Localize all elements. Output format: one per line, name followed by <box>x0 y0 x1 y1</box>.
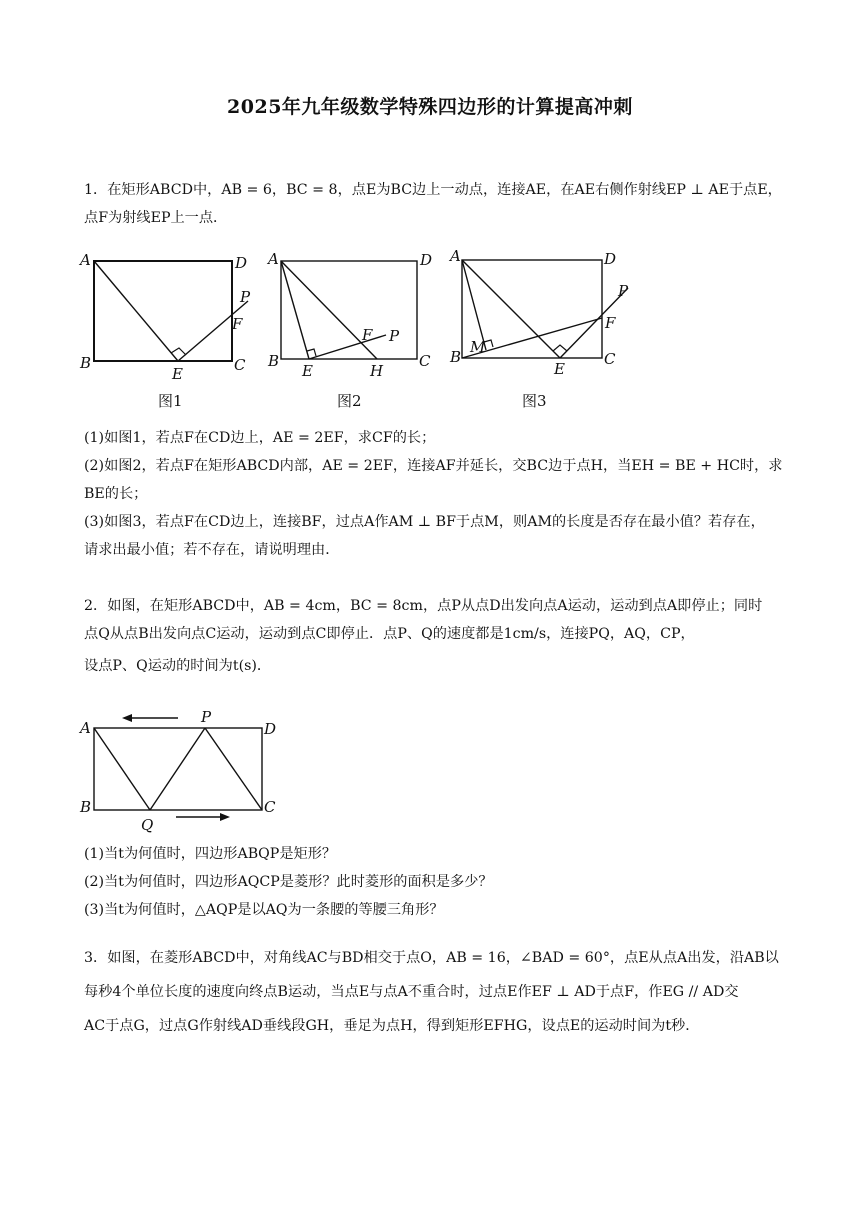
fig1-label-f: F <box>232 315 243 333</box>
q1-figure-1 <box>78 248 258 383</box>
q2-part-1: (1)当t为何值时，四边形ABQP是矩形？ <box>84 846 337 862</box>
q2-part-3: (3)当t为何值时，△AQP是以AQ为一条腰的等腰三角形？ <box>84 902 444 918</box>
page-title: 2025年九年级数学特殊四边形的计算提高冲刺 <box>227 96 633 118</box>
fig1-label-p: P <box>240 288 251 306</box>
q2-figure <box>78 706 288 834</box>
fig2-label-c: C <box>419 352 431 370</box>
fig3-label-d: D <box>604 250 617 268</box>
q3-stem-line3: AC于点G，过点G作射线AD垂线段GH，垂足为点H，得到矩形EFHG，设点E的运动时间为t秒． <box>84 1018 700 1034</box>
fig3-label-b: B <box>450 348 462 366</box>
q2-label-q: Q <box>141 816 154 834</box>
fig3-label-m: M <box>470 338 486 356</box>
q1-stem <box>84 176 808 232</box>
q2-stem-line1: 2．如图，在矩形ABCD中，AB = 4cm，BC = 8cm，点P从点D出发向点A运动，运动到点A即停止；同时 <box>84 598 763 614</box>
q1-parts <box>84 424 808 564</box>
q2-parts <box>84 840 808 924</box>
q1-figure-3 <box>448 246 638 381</box>
q2-label-c: C <box>264 798 276 816</box>
fig1-label-e: E <box>172 365 183 383</box>
q1-figure-2 <box>264 248 444 383</box>
fig1-label-b: B <box>80 354 92 372</box>
q3-stem-line2: 每秒4个单位长度的速度向终点B运动，当点E与点A不重合时，过点E作EF ⊥ AD于点F，作EG // AD交 <box>84 984 739 1000</box>
q1-part-3-line1: (3)如图3，若点F在CD边上，连接BF，过点A作AM ⊥ BF于点M，则AM的长度是否存在最小值？若存在， <box>84 514 765 530</box>
q1-stem-line1: 1．在矩形ABCD中，AB = 6，BC = 8，点E为BC边上一动点，连接AE，在AE右侧作射线EP ⊥ AE于点E， <box>84 182 782 198</box>
q2-stem-line3: 设点P、Q运动的时间为t(s)． <box>84 658 272 674</box>
q2-label-b: B <box>80 798 92 816</box>
q3-stem <box>84 944 808 1040</box>
caption-figure-1: 图1 <box>158 392 183 410</box>
fig1-label-d: D <box>235 254 248 272</box>
q2-label-p: P <box>201 708 212 726</box>
fig3-label-a: A <box>450 247 461 265</box>
fig1-label-c: C <box>234 356 246 374</box>
caption-figure-3: 图3 <box>522 392 547 410</box>
q1-part-2-line1: (2)如图2，若点F在矩形ABCD内部，AE = 2EF，连接AF并延长，交BC边于点H，当EH = BE + HC时，求 <box>84 458 783 474</box>
q2-label-a: A <box>80 719 91 737</box>
q2-label-d: D <box>264 720 277 738</box>
fig2-label-f: F <box>362 326 373 344</box>
fig1-label-a: A <box>80 251 91 269</box>
fig2-label-p: P <box>389 327 400 345</box>
q1-part-1: (1)如图1，若点F在CD边上，AE = 2EF，求CF的长； <box>84 430 436 446</box>
q3-stem-line1: 3．如图，在菱形ABCD中，对角线AC与BD相交于点O，AB = 16，∠BAD = 60°，点E从点A出发，沿AB以 <box>84 950 779 966</box>
q2-part-2: (2)当t为何值时，四边形AQCP是菱形？此时菱形的面积是多少？ <box>84 874 493 890</box>
q2-stem-line2: 点Q从点B出发向点C运动，运动到点C即停止．点P、Q的速度都是1cm/s，连接PQ，AQ，CP， <box>84 626 695 642</box>
caption-figure-2: 图2 <box>337 392 362 410</box>
fig3-label-e: E <box>554 360 565 378</box>
fig2-label-b: B <box>268 352 280 370</box>
q1-part-3-line2: 请求出最小值；若不存在，请说明理由． <box>84 542 340 558</box>
fig2-label-e: E <box>302 362 313 380</box>
fig2-label-d: D <box>420 251 433 269</box>
fig3-label-p: P <box>618 282 629 300</box>
fig3-label-f: F <box>605 314 616 332</box>
q1-stem-line2: 点F为射线EP上一点． <box>84 210 228 226</box>
fig3-label-c: C <box>604 350 616 368</box>
q2-stem <box>84 592 808 680</box>
fig2-label-h: H <box>370 362 384 380</box>
q1-part-2-line2: BE的长； <box>84 486 148 502</box>
fig2-label-a: A <box>268 250 279 268</box>
